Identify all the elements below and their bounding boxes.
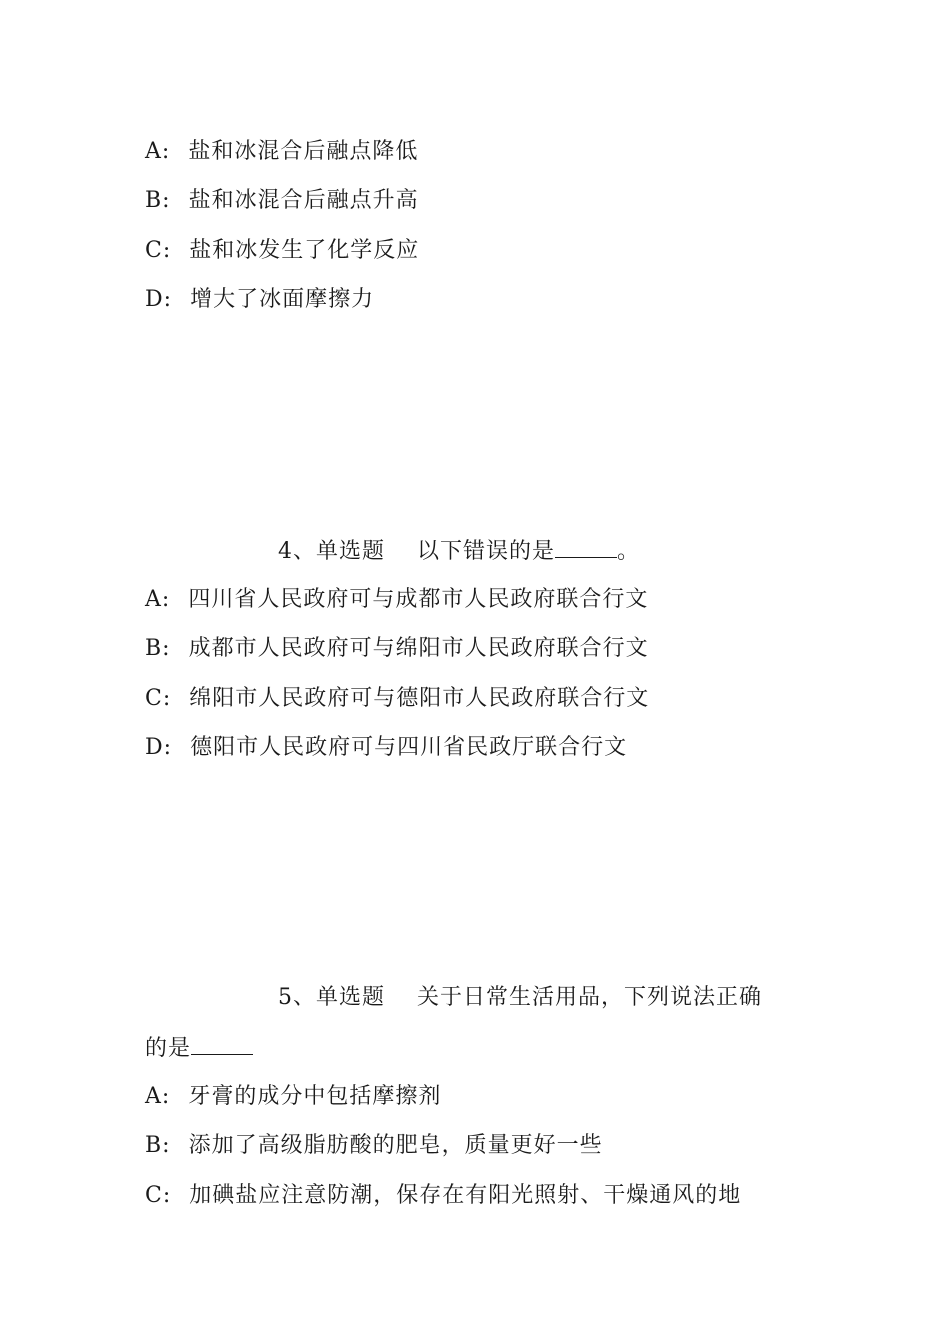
q4-option-b bbox=[145, 634, 649, 664]
option-text: 加碘盐应注意防潮，保存在有阳光照射、干燥通风的地 bbox=[189, 1183, 742, 1208]
q4-title bbox=[278, 535, 640, 567]
q5-title-continued bbox=[145, 1032, 253, 1064]
option-letter: D: bbox=[145, 287, 173, 312]
option-letter: B: bbox=[145, 188, 171, 213]
q5-option-a bbox=[145, 1082, 441, 1112]
option-text: 绵阳市人民政府可与德阳市人民政府联合行文 bbox=[189, 686, 650, 711]
question-end: 。 bbox=[617, 539, 641, 564]
option-text: 成都市人民政府可与绵阳市人民政府联合行文 bbox=[188, 636, 649, 661]
question-stem: 以下错误的是 bbox=[417, 539, 556, 564]
q5-title bbox=[278, 983, 762, 1013]
q3-option-a bbox=[145, 137, 418, 167]
q4-option-c bbox=[145, 684, 649, 714]
q3-option-b bbox=[145, 186, 419, 216]
q5-option-c bbox=[145, 1181, 741, 1211]
option-letter: A: bbox=[145, 139, 171, 164]
q4-option-d bbox=[145, 733, 627, 763]
option-letter: A: bbox=[145, 1084, 171, 1109]
option-letter: D: bbox=[145, 735, 173, 760]
option-text: 盐和冰混合后融点升高 bbox=[188, 188, 419, 213]
q5-option-b bbox=[145, 1131, 603, 1161]
q4-option-a bbox=[145, 585, 648, 615]
option-letter: A: bbox=[145, 587, 171, 612]
option-text: 德阳市人民政府可与四川省民政厅联合行文 bbox=[190, 735, 628, 760]
q3-option-d bbox=[145, 285, 374, 315]
q3-option-c bbox=[145, 236, 419, 266]
option-letter: B: bbox=[145, 1133, 171, 1158]
question-number: 5、单选题 bbox=[278, 985, 385, 1010]
question-number: 4、单选题 bbox=[278, 539, 385, 564]
option-letter: C: bbox=[145, 686, 172, 711]
option-text: 增大了冰面摩擦力 bbox=[190, 287, 375, 312]
option-text: 添加了高级脂肪酸的肥皂，质量更好一些 bbox=[188, 1133, 603, 1158]
option-text: 四川省人民政府可与成都市人民政府联合行文 bbox=[188, 587, 649, 612]
option-text: 盐和冰混合后融点降低 bbox=[188, 139, 419, 164]
answer-blank bbox=[555, 535, 617, 558]
option-letter: B: bbox=[145, 636, 171, 661]
option-text: 盐和冰发生了化学反应 bbox=[189, 238, 420, 263]
answer-blank bbox=[191, 1032, 253, 1055]
option-letter: C: bbox=[145, 1183, 172, 1208]
question-stem-continued: 的是 bbox=[145, 1036, 192, 1061]
question-stem: 关于日常生活用品，下列说法正确 bbox=[417, 985, 763, 1010]
option-letter: C: bbox=[145, 238, 172, 263]
option-text: 牙膏的成分中包括摩擦剂 bbox=[188, 1084, 442, 1109]
